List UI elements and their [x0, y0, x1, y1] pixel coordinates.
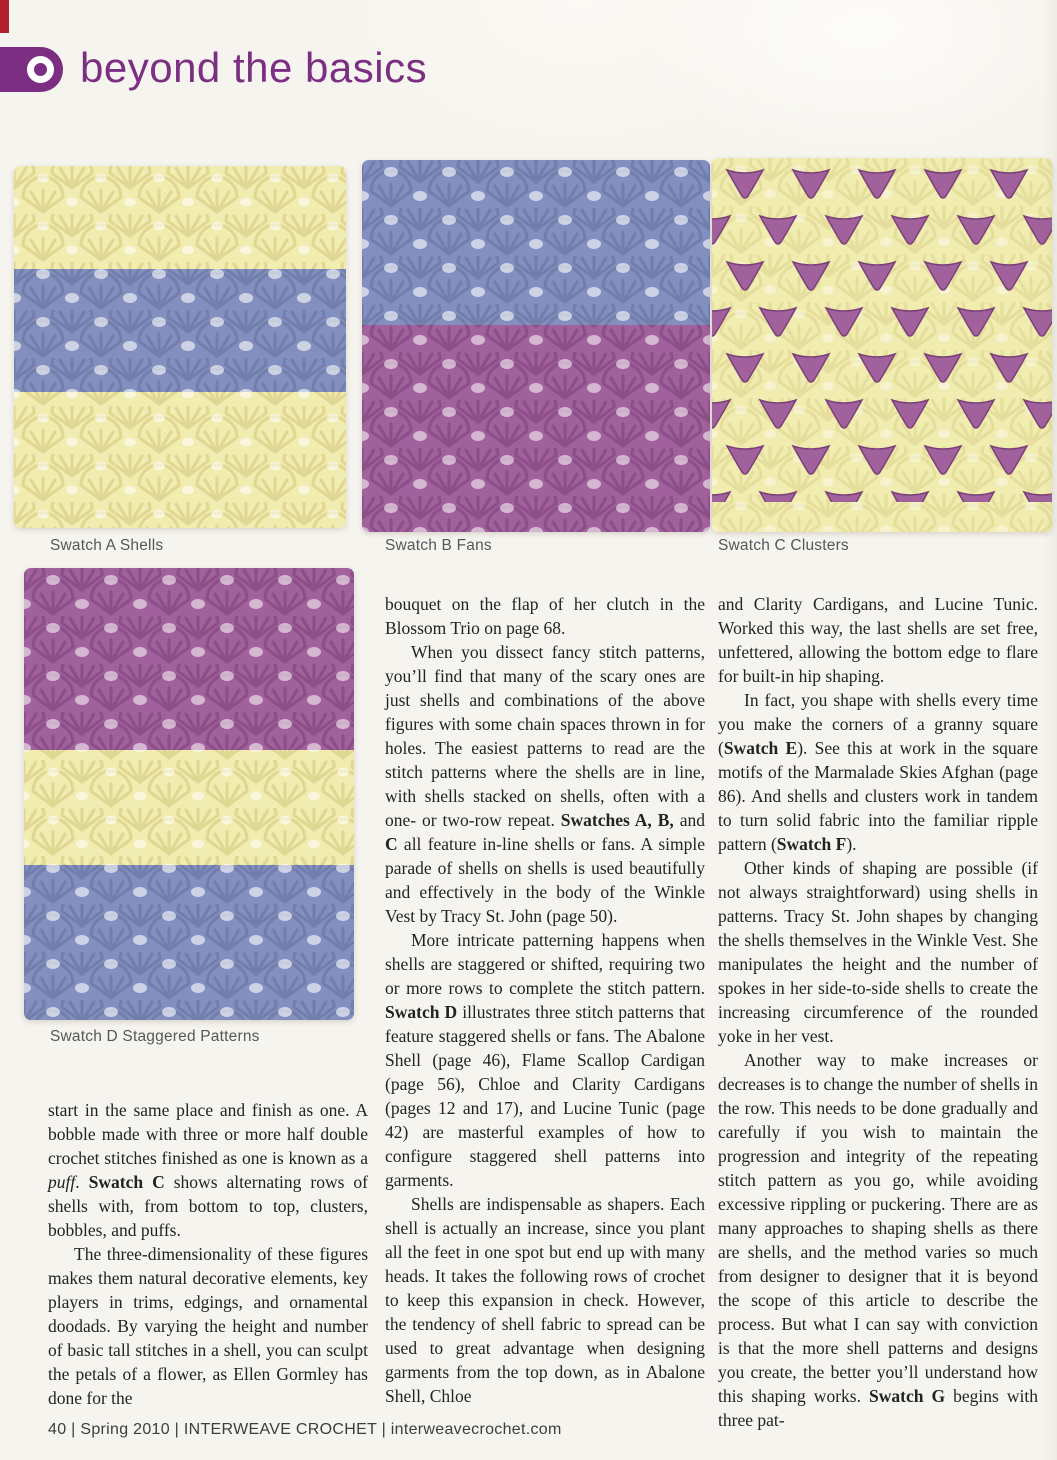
text-segment: ). [846, 834, 857, 854]
paragraph [385, 928, 705, 1192]
text-segment: C [385, 834, 398, 854]
paragraph [48, 1242, 368, 1410]
paragraph [718, 592, 1038, 688]
swatch-c-caption: Swatch C Clusters [718, 537, 849, 554]
text-segment: Swatch F [776, 834, 847, 854]
text-segment: begins with three pat- [718, 1386, 1038, 1430]
text-segment: The three-dimensionality of these figures makes them natural decorative elements, key players in trims, edgings, and ornamental doodads. By varying the height and number of basic tall stitches in a shell, you can sculpt the petals of a flower, as Ellen Gormley has done for the [48, 1244, 368, 1408]
text-segment: ). See this at work in the square motifs of the Marmalade Skies Afghan (page 86). And shells and clusters work in tandem to turn solid fabric into the familiar ripple pattern ( [718, 738, 1038, 854]
section-tab [0, 47, 63, 92]
swatch-b-photo [362, 160, 710, 532]
paragraph [385, 592, 705, 640]
text-segment: Shells are indispensable as shapers. Each shell is actually an increase, since you plant all the feet in one spot but end up with many heads. It takes the following rows of crochet to keep this expansion in check. However, the tendency of shell fabric to spread can be used to great advantage when designing garments from the top down, as in Abalone Shell, Chloe [385, 1194, 705, 1406]
text-segment: and [673, 810, 705, 830]
text-segment: Another way to make increases or decreases is to change the number of shells in the row. This needs to be done gradually and carefully if you wish to maintain the progression and integrity of the repeating stitch pattern as you go, while avoiding excessive rippling or puckering. There are as many approaches to shaping shells as there are shells, and the method varies so much from designer to designer that it is beyond the scope of this article to describe the process. But what I can say with conviction is that the more shell patterns and designs you create, the better you’ll understand how this shaping works. [718, 1050, 1038, 1406]
text-segment: Swatch E [723, 738, 798, 758]
text-segment: illustrates three stitch patterns that feature staggered shells or fans. The Abalone Shell (page 46), Flame Scallop Cardigan (page 56), Chloe and Clarity Cardigans (pages 12 and 17), and Lucine Tunic (page 42) are masterful examples of how to configure staggered shell patterns into garments. [385, 1002, 705, 1190]
article-column-right [718, 592, 1038, 1432]
text-segment: Swatch G [869, 1386, 946, 1406]
text-segment: More intricate patterning happens when shells are staggered or shifted, requiring two or more rows to complete the stitch pattern. [385, 930, 705, 998]
page-title: beyond the basics [80, 44, 428, 91]
spine-red-mark [0, 0, 9, 33]
swatch-d-caption: Swatch D Staggered Patterns [50, 1028, 260, 1045]
text-segment: In fact, you shape with shells every time you make the corners of a granny square ( [718, 690, 1038, 758]
text-segment: When you dissect fancy stitch patterns, you’ll find that many of the scary ones are just shells and combinations of the above figures with some chain spaces thrown in for holes. The easiest patterns to read are the stitch patterns where the shells are in line, with shells stacked on shells, often with a one- or two-row repeat. [385, 642, 705, 830]
text-segment: . [75, 1172, 89, 1192]
paragraph [718, 1048, 1038, 1432]
paragraph [385, 640, 705, 928]
ring-icon [27, 56, 54, 83]
text-segment: start in the same place and finish as one. A bobble made with three or more half double crochet stitches finished as one is known as a [48, 1100, 368, 1168]
text-segment: Swatch D [385, 1002, 458, 1022]
text-segment: bouquet on the flap of her clutch in the Blossom Trio on page 68. [385, 594, 705, 638]
article-column-left [48, 1098, 368, 1410]
swatch-a-caption: Swatch A Shells [50, 537, 164, 554]
swatch-d-photo [24, 568, 354, 1020]
paragraph [48, 1098, 368, 1242]
text-segment: shows alternating rows of shells with, from bottom to top, clusters, bobbles, and puffs. [48, 1172, 368, 1240]
text-segment: Other kinds of shaping are possible (if not always straightforward) using shells in patterns. Tracy St. John shapes by changing the shells themselves in the Winkle Vest. She manipulates the height and the number of spokes in her side-to-side shells to create the increasing circumference of the rounded yoke in her vest. [718, 858, 1038, 1046]
text-segment: and Clarity Cardigans, and Lucine Tunic. Worked this way, the last shells are set free, unfettered, allowing the bottom edge to flare for built-in hip shaping. [718, 594, 1038, 686]
text-segment: Swatches A, B, [560, 810, 674, 830]
swatch-c-photo [712, 158, 1052, 532]
paragraph [718, 856, 1038, 1048]
text-segment: puff [48, 1172, 76, 1192]
article-column-middle [385, 592, 705, 1408]
swatch-b-caption: Swatch B Fans [385, 537, 492, 554]
paragraph [385, 1192, 705, 1408]
text-segment: Swatch C [88, 1172, 165, 1192]
text-segment: all feature in-line shells or fans. A simple parade of shells on shells is used beautifully and effectively in the body of the Winkle Vest by Tracy St. John (page 50). [385, 834, 705, 926]
swatch-a-photo [14, 166, 346, 528]
paragraph [718, 688, 1038, 856]
page-footer: 40 | Spring 2010 | INTERWEAVE CROCHET | interweavecrochet.com [48, 1421, 562, 1438]
